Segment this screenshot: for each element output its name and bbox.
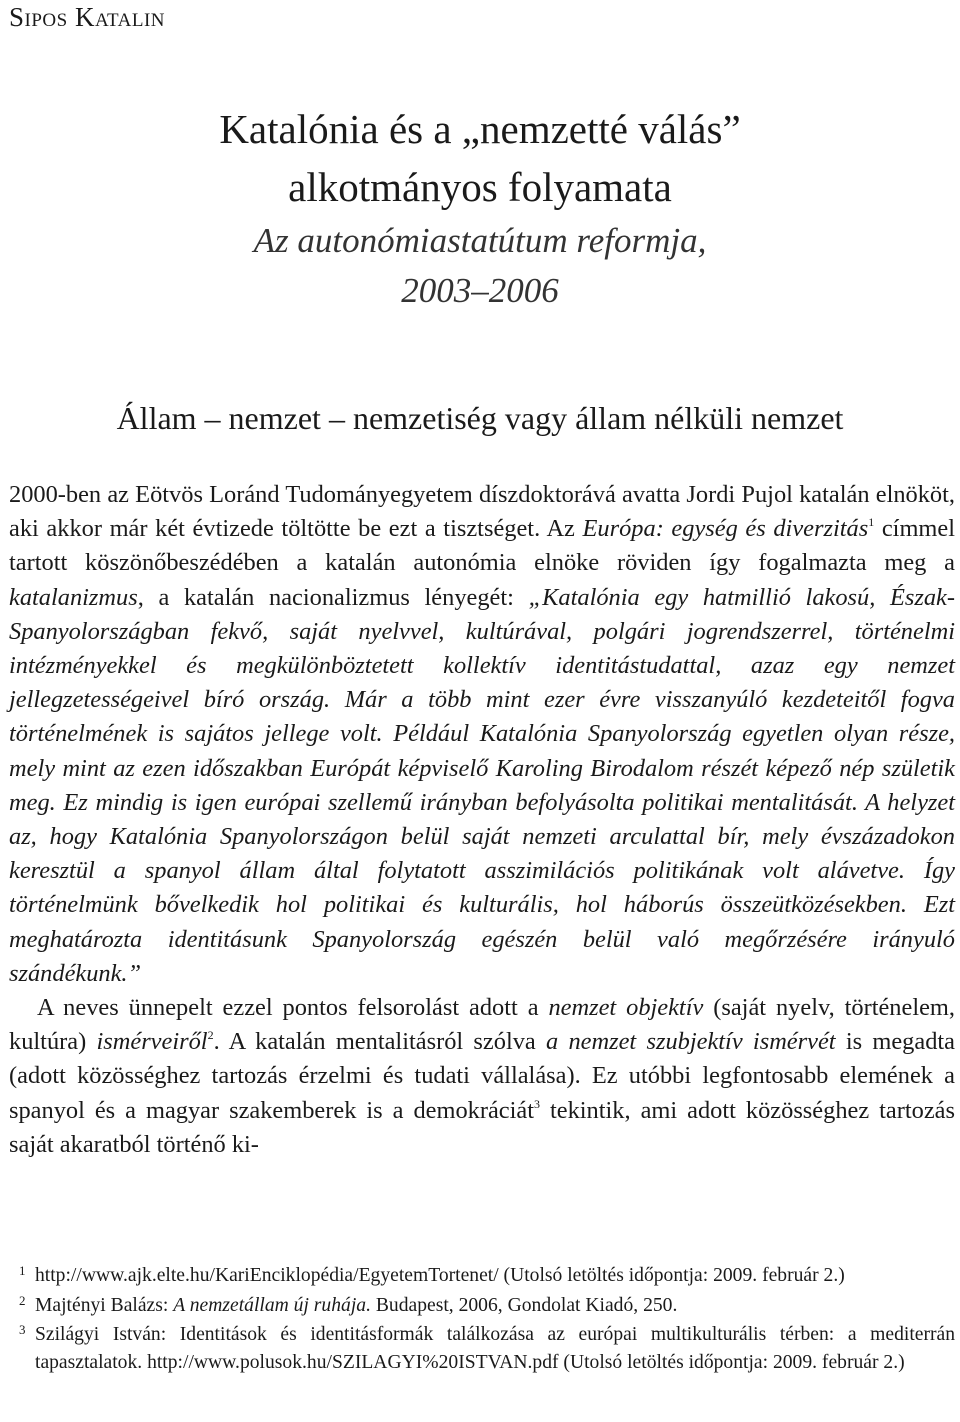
footnotes (9, 1262, 955, 1376)
page-subtitle-line-1: Az autonómiastatútum reformja, (253, 221, 707, 260)
quotation: „Katalónia egy hatmillió lakosú, Észak-Spanyolországban fekvő, saját nyelvvel, kultúrával, polgári jogrendszerrel, történelmi intézményekkel és megkülönböztetett kollektív identitástudattal, azaz egy nemzet jellegzetességeivel bíró ország. Már a több mint ezer évre visszanyúló kezdeteitől fogva történelmének is sajátos jellege volt. Például Katalónia Spanyolország egyetlen olyan része, mely mint az ezen időszakban Európát képviselő Karoling Birodalom részét képező nép születik meg. Ez mindig is igen európai szellemű irányban befolyásolta politikai mentalitását. A helyzet az, hogy Katalónia Spanyolországon belül saját nemzeti arculattal bír, mely évszázadokon keresztül a spanyol állam által folytatott asszimilációs politikának volt alávetve. Így történelmünk bővelkedik hol politikai és kulturális, hol háborús összeütközésekben. Ezt meghatározta identitásunk Spanyolország egészén belül való megőrzésére irányuló szándékunk.” (9, 583, 955, 987)
page-subtitle-line-2: 2003–2006 (401, 271, 559, 310)
footnote-ref-1: 1 (868, 515, 875, 530)
section-heading: Állam – nemzet – nemzetiség vagy állam nélküli nemzet (116, 400, 844, 436)
text-run: (saját nyelv, történelem, kultúra) (9, 994, 955, 1056)
text-run: is megadta (adott közösséghez tartozás érzelmi és tudati vállalása). Ez utóbbi legfontosabb elemének a spanyol és a magyar szakemberek is a (9, 1028, 955, 1124)
text-run: címmel tartott köszönőbeszédében a katalán autonómia elnöke röviden így fogalmazta meg a (9, 515, 955, 577)
author-name: Sipos Katalin (9, 2, 166, 32)
footnote-number: 1 (19, 1263, 26, 1278)
footnote-3 (9, 1321, 955, 1376)
footnote-ref-2: 2 (207, 1028, 214, 1043)
text-run: tekintik, ami adott közösséghez tartozás saját akaratból történő ki- (9, 1096, 955, 1158)
text-run: , a katalán nacionalizmus lényegét: (137, 583, 529, 611)
italic-run: nemzet objektív (548, 994, 704, 1022)
italic-run: ismérveiről (96, 1028, 208, 1056)
text-run: A neves ünnepelt ezzel pontos felsorolást adott a (37, 994, 549, 1022)
footnote-number: 2 (19, 1292, 26, 1308)
footnote-text: Majtényi Balázs: (35, 1294, 174, 1316)
footnote-ref-3: 3 (534, 1096, 540, 1111)
italic-run: katalanizmus (9, 583, 138, 611)
page-title-line-1: Katalónia és a „nemzetté válás” (219, 106, 741, 152)
footnote-text: Szilágyi István: Identitások és identitásformák találkozása az európai multikulturális térben: a mediterrán tapasztalatok. http://www.polusok.hu/SZILAGYI%20ISTVAN.pdf (Utolsó letöltés időpontja: 2009. február 2.) (35, 1324, 955, 1373)
title-block (0, 100, 960, 316)
text-run: . A katalán mentalitásról szólva (213, 1028, 547, 1056)
page-title-line-2: alkotmányos folyamata (288, 164, 672, 210)
footnote-1 (9, 1262, 955, 1290)
italic-run: Európa: egység és diverzitás (582, 515, 869, 543)
footnote-text: Budapest, 2006, Gondolat Kiadó, 250. (370, 1294, 678, 1316)
italic-run: a nemzet szubjektív ismérvét (546, 1028, 836, 1056)
body-text (9, 478, 955, 1162)
paragraph-2 (9, 991, 955, 1162)
footnote-number: 3 (19, 1322, 26, 1338)
paragraph-1 (9, 478, 955, 991)
text-run: demokráciát (413, 1096, 534, 1124)
footnote-text: http://www.ajk.elte.hu/KariEnciklopédia/EgyetemTortenet/ (Utolsó letöltés időpontja: 2009. február 2.) (35, 1265, 845, 1286)
footnote-2 (9, 1292, 955, 1320)
text-run: 2000-ben az Eötvös Loránd Tudományegyetem díszdoktorává avatta Jordi Pujol katalán elnököt, aki akkor már két évtizede töltötte be ezt a tisztséget. Az (9, 481, 955, 543)
footnote-italic: A nemzetállam új ruhája. (173, 1294, 371, 1316)
